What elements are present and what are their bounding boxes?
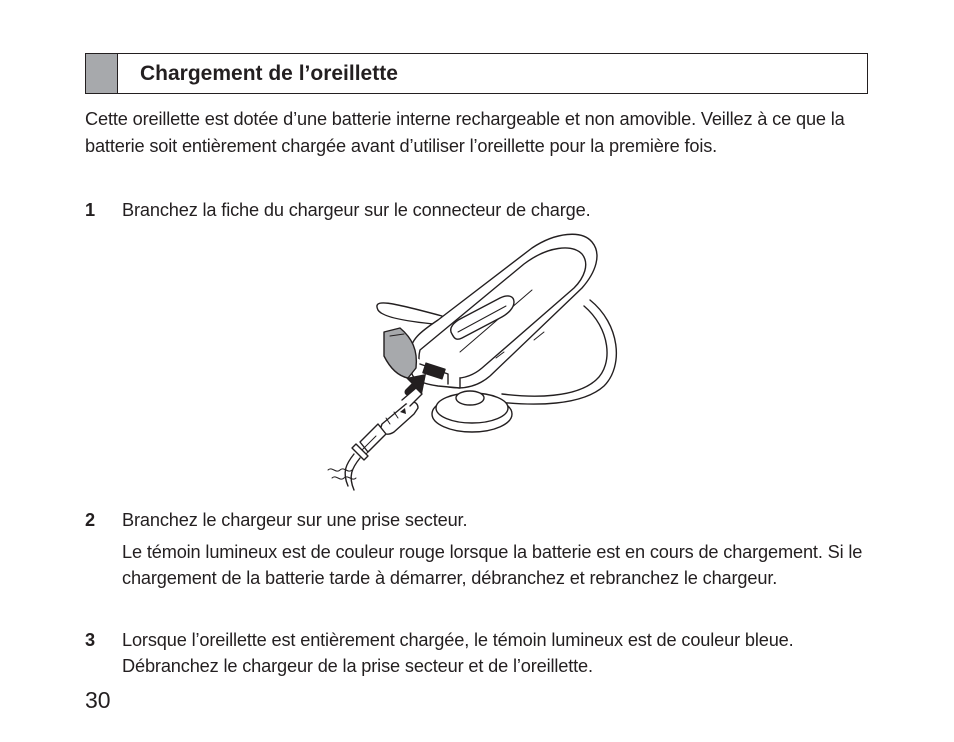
step-text: Branchez la fiche du chargeur sur le connecteur de charge. [122,200,591,220]
headset-charging-illustration [320,228,640,492]
step-2 [85,507,875,591]
step-1 [85,197,875,223]
step-number: 2 [85,510,95,530]
step-text: Branchez le chargeur sur une prise secteur. [122,510,468,530]
section-title: Chargement de l’oreillette [140,62,398,85]
step-number: 1 [85,200,95,220]
section-header [85,53,868,94]
intro-paragraph: Cette oreillette est dotée d’une batterie interne rechargeable et non amovible. Veillez à ce que la batterie soit entièrement chargée avant d’utiliser l’oreillette pour la première fois. [85,109,845,156]
page-number: 30 [85,687,111,713]
step-number: 3 [85,630,95,650]
step-3 [85,627,875,679]
step-detail: Le témoin lumineux est de couleur rouge lorsque la batterie est en cours de chargement. Si le chargement de la batterie tarde à démarrer, débranchez et rebranchez le chargeur. [122,542,863,588]
section-tab-marker [86,54,118,93]
step-text: Lorsque l’oreillette est entièrement chargée, le témoin lumineux est de couleur bleue. Débranchez le chargeur de la prise secteur et de l’oreillette. [122,630,794,676]
